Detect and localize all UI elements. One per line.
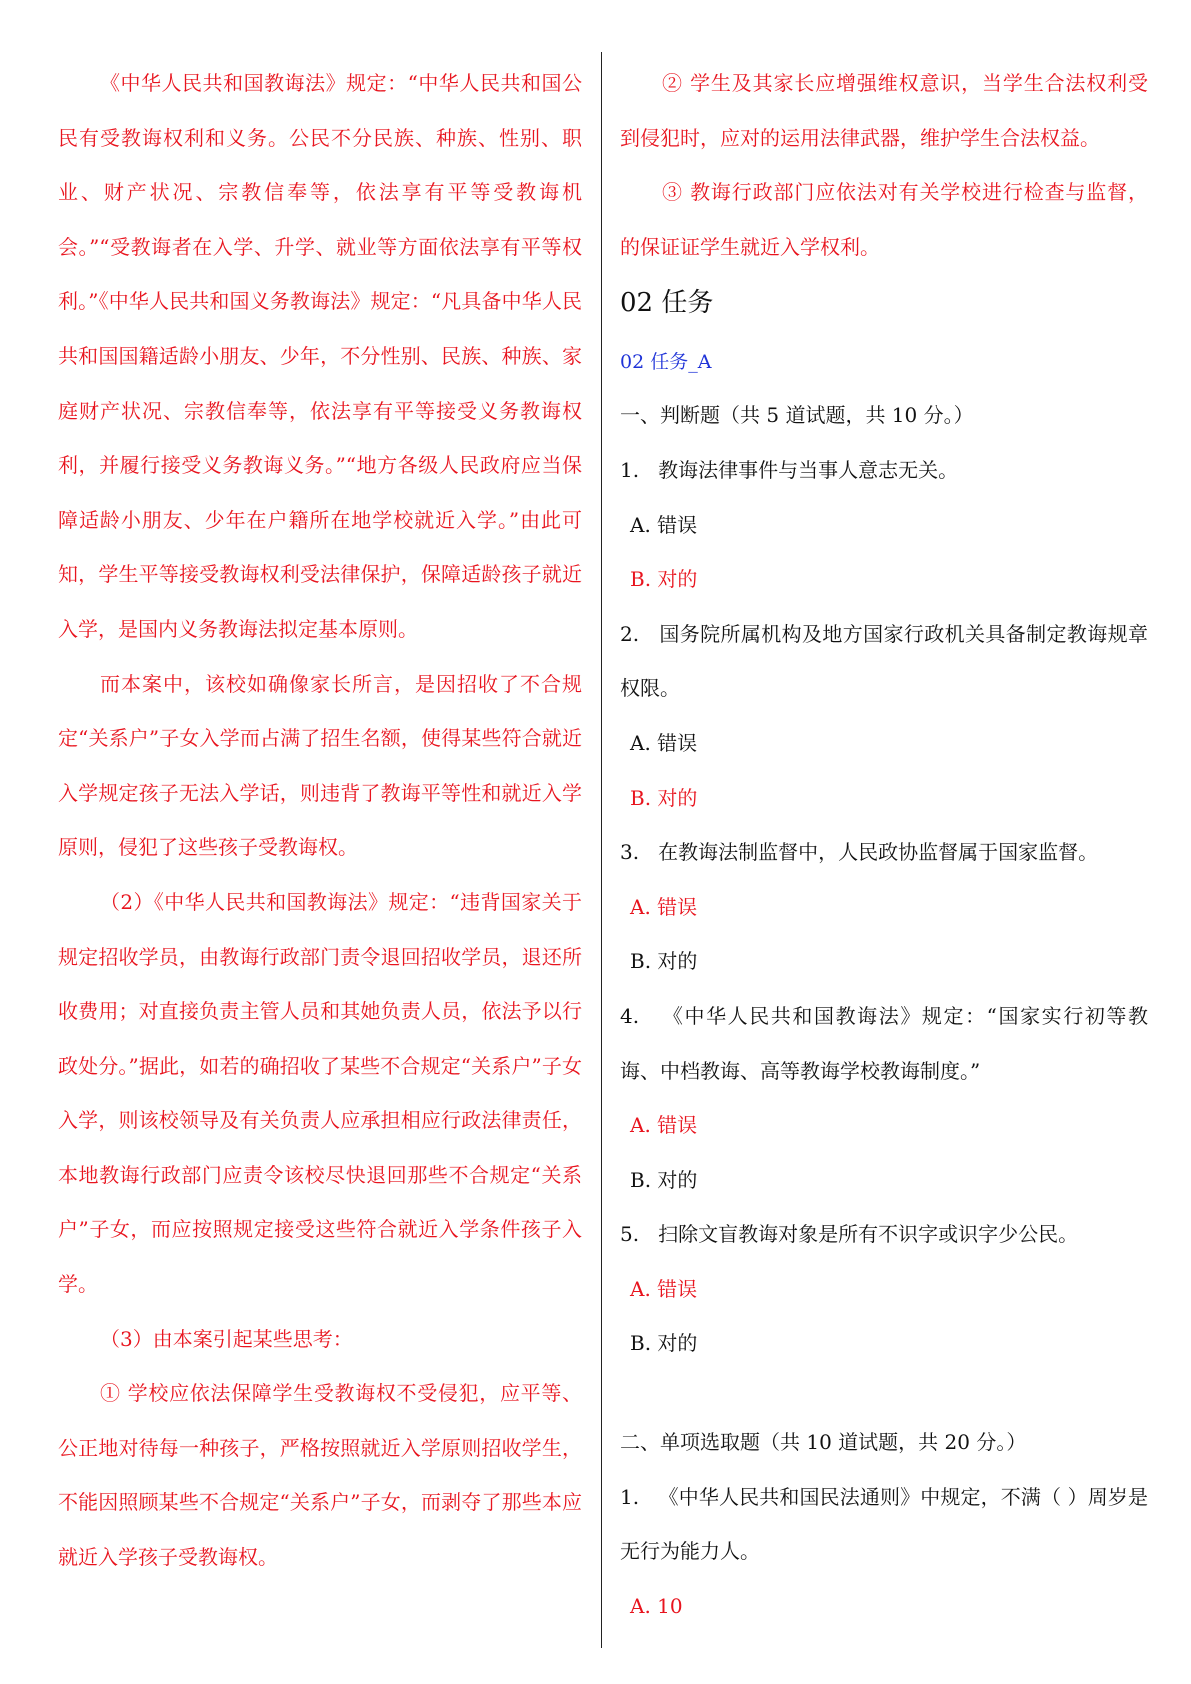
question-3-option-b: B. 对的 bbox=[630, 949, 698, 974]
single-choice-question-1: 1. 《中华人民共和国民法通则》中规定，不满（ ）周岁是无行为能力人。 bbox=[620, 1484, 1149, 1564]
reflection-point-2: ② 学生及其家长应增强维权意识，当学生合法权利受到侵犯时，应对的运用法律武器，维护学生合法权益。 bbox=[620, 71, 1148, 150]
question-3-option-a: A. 错误 bbox=[630, 894, 698, 919]
question-1-option-b: B. 对的 bbox=[630, 567, 698, 592]
part2-header: 二、单项选取题（共 10 道试题，共 20 分。） bbox=[620, 1430, 1027, 1455]
right-column bbox=[620, 56, 1148, 1633]
part1-header: 一、判断题（共 5 道试题，共 10 分。） bbox=[620, 403, 974, 428]
reflection-point-3: ③ 教诲行政部门应依法对有关学校进行检查与监督，的保证证学生就近入学权利。 bbox=[620, 180, 1148, 259]
single-choice-question-1-option-a: A. 10 bbox=[630, 1593, 683, 1618]
question-4-option-b: B. 对的 bbox=[630, 1167, 698, 1192]
subsection-title: 02 任务_A bbox=[620, 351, 712, 374]
spacer bbox=[620, 1371, 1148, 1415]
left-column bbox=[58, 56, 582, 1585]
question-5-option-b: B. 对的 bbox=[630, 1331, 698, 1356]
question-5: 5. 扫除文盲教诲对象是所有不识字或识字少公民。 bbox=[620, 1222, 1079, 1247]
reflection-heading: （3）由本案引起某些思考： bbox=[100, 1326, 353, 1351]
liability-paragraph: （2）《中华人民共和国教诲法》规定：“违背国家关于规定招收学员，由教诲行政部门责令退回招收学员，退还所收费用；对直接负责主管人员和其她负责人员，依法予以行政处分。”据此，如若的确招收了某些不合规定“关系户”子女入学，则该校领导及有关负责人应承担相应行政法律责任，本地教诲行政部门应责令该校尽快退回那些不合规定“关系户”子女，而应按照规定接受这些符合就近入学条件孩子入学。 bbox=[58, 889, 582, 1297]
question-3: 3. 在教诲法制监督中，人民政协监督属于国家监督。 bbox=[620, 840, 1099, 865]
case-analysis-paragraph: 而本案中，该校如确像家长所言，是因招收了不合规定“关系户”子女入学而占满了招生名额，使得某些符合就近入学规定孩子无法入学话，则违背了教诲平等性和就近入学原则，侵犯了这些孩子受教诲权。 bbox=[58, 671, 582, 860]
section-title: 02 任务 bbox=[620, 288, 714, 319]
question-2-option-b: B. 对的 bbox=[630, 785, 698, 810]
question-1: 1. 教诲法律事件与当事人意志无关。 bbox=[620, 457, 959, 482]
column-divider bbox=[601, 52, 602, 1648]
question-5-option-a: A. 错误 bbox=[630, 1276, 698, 1301]
question-4-option-a: A. 错误 bbox=[630, 1113, 698, 1138]
question-4: 4. 《中华人民共和国教诲法》规定：“国家实行初等教诲、中档教诲、高等教诲学校教诲制度。” bbox=[620, 1003, 1148, 1083]
law-citation-paragraph: 《中华人民共和国教诲法》规定：“中华人民共和国公民有受教诲权利和义务。公民不分民族、种族、性别、职业、财产状况、宗教信奉等，依法享有平等受教诲机会。”“受教诲者在入学、升学、就业等方面依法享有平等权利。”《中华人民共和国义务教诲法》规定：“凡具备中华人民共和国国籍适龄小朋友、少年，不分性别、民族、种族、家庭财产状况、宗教信奉等，依法享有平等接受义务教诲权利，并履行接受义务教诲义务。”“地方各级人民政府应当保障适龄小朋友、少年在户籍所在地学校就近入学。”由此可知，学生平等接受教诲权利受法律保护，保障适龄孩子就近入学，是国内义务教诲法拟定基本原则。 bbox=[58, 71, 582, 641]
question-1-option-a: A. 错误 bbox=[630, 512, 698, 537]
question-2: 2. 国务院所属机构及地方国家行政机关具备制定教诲规章权限。 bbox=[620, 621, 1149, 701]
question-2-option-a: A. 错误 bbox=[630, 730, 698, 755]
reflection-point-1: ① 学校应依法保障学生受教诲权不受侵犯，应平等、公正地对待每一种孩子，严格按照就近入学原则招收学生，不能因照顾某些不合规定“关系户”子女，而剥夺了那些本应就近入学孩子受教诲权。 bbox=[58, 1381, 582, 1570]
